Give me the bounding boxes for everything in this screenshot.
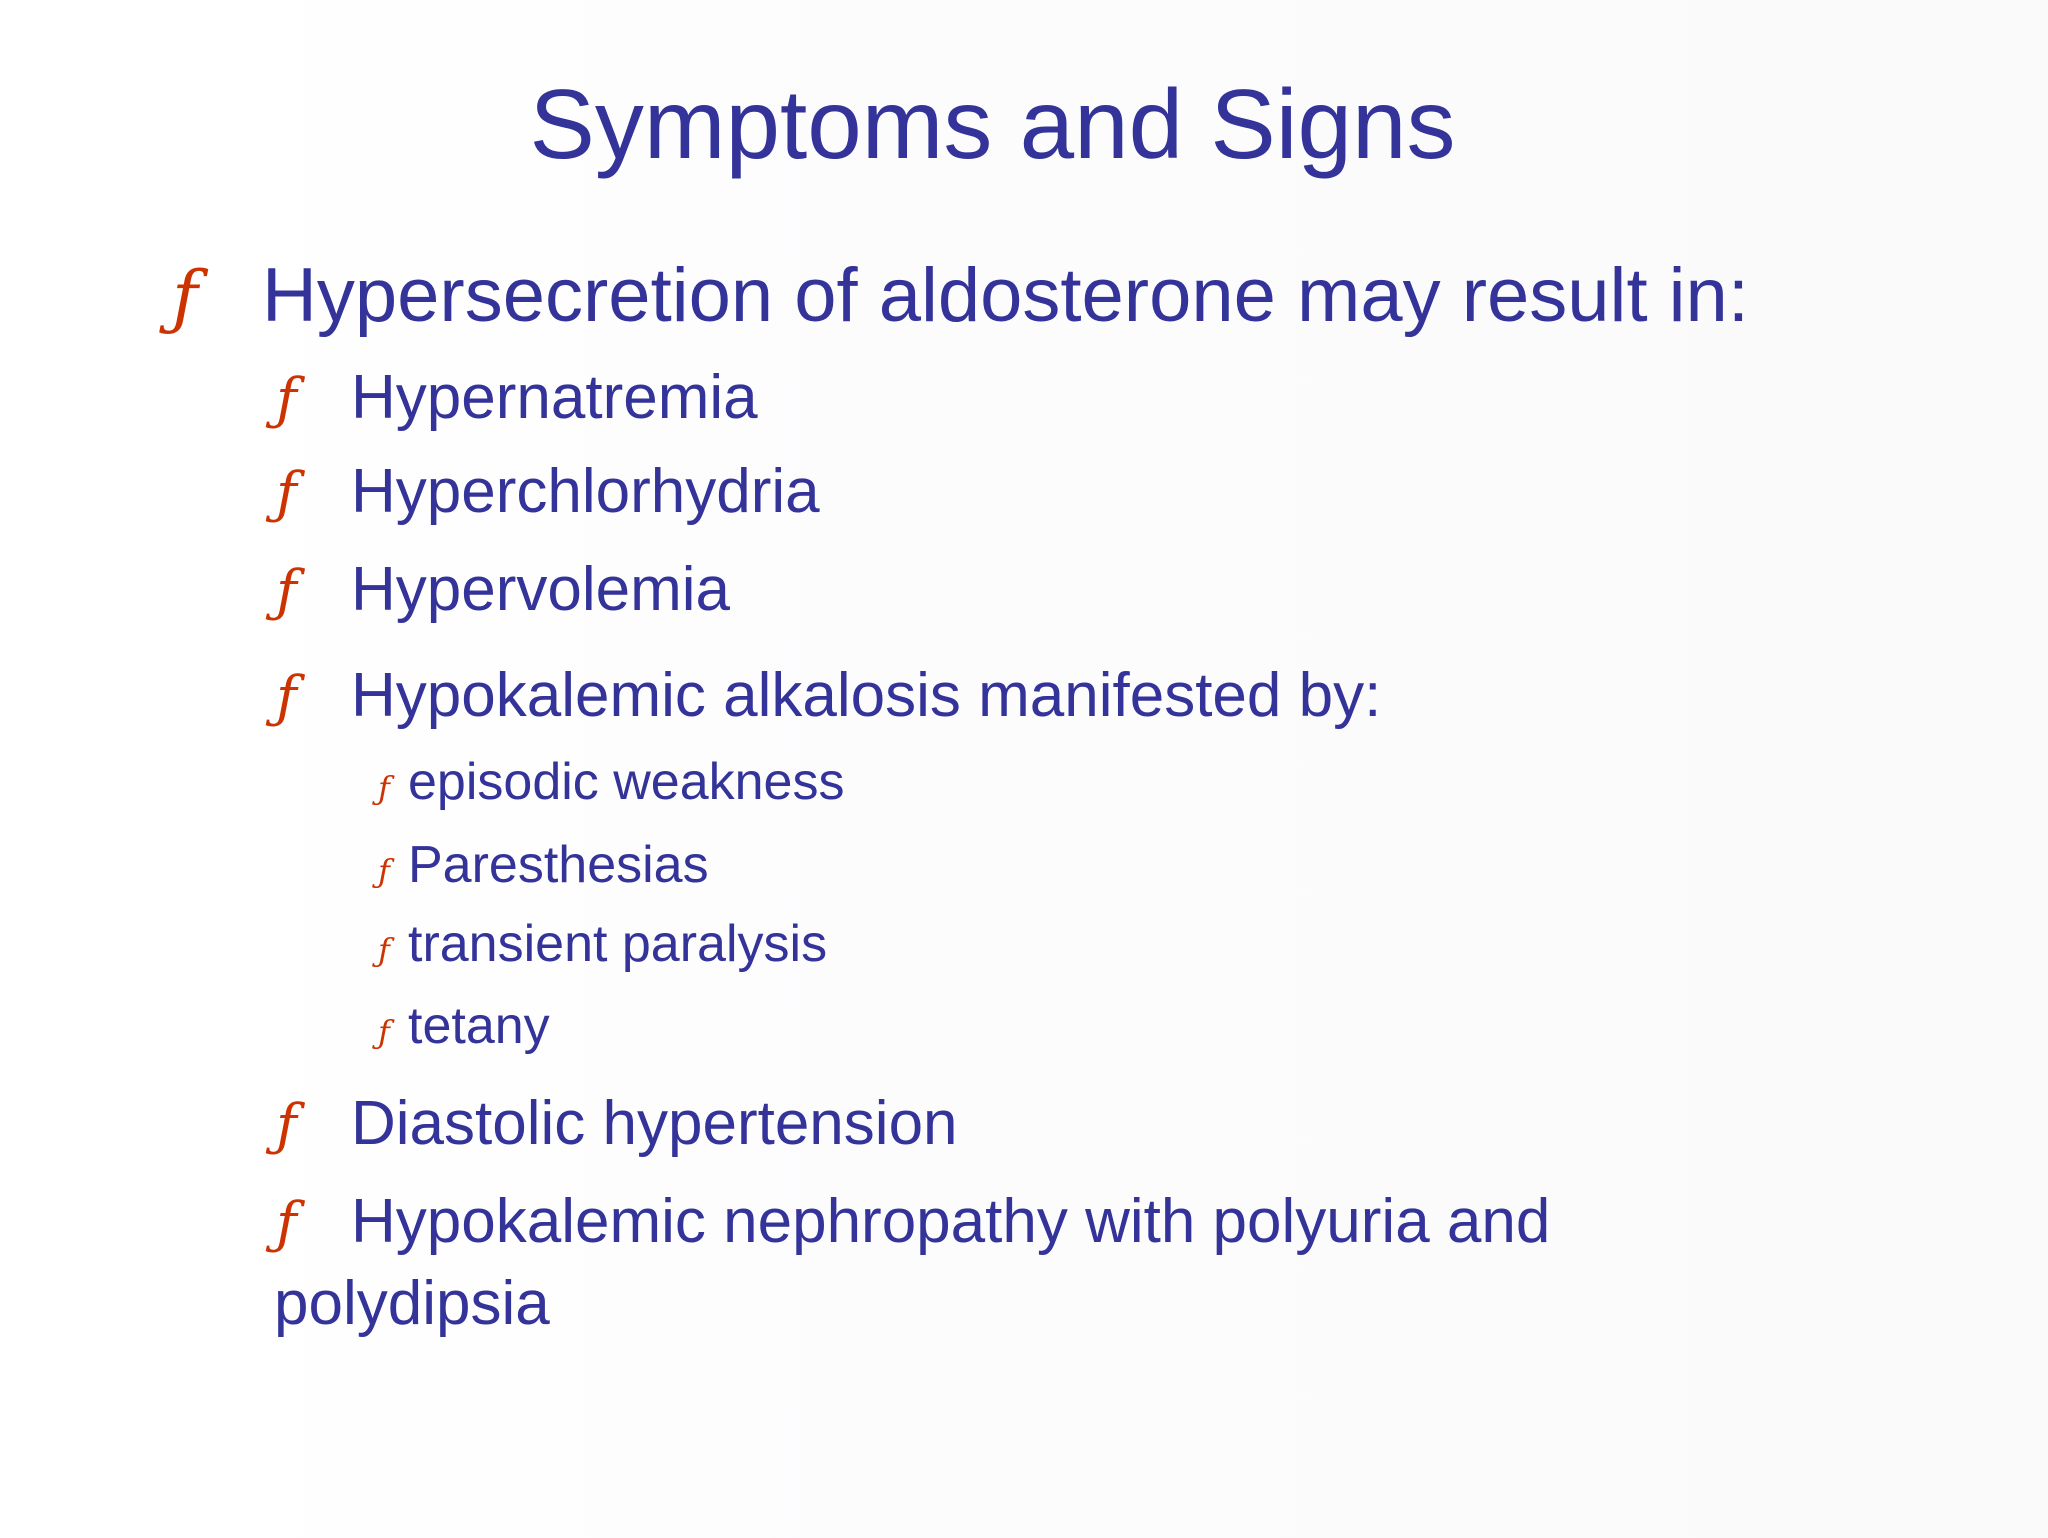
list-item-text: Hypokalemic alkalosis manifested by: <box>351 661 1382 730</box>
bullet-icon: ƒ <box>378 1013 390 1051</box>
sub-list-item-text: tetany <box>408 997 550 1055</box>
list-item-text: Hyperchlorhydria <box>351 457 820 526</box>
list-item <box>276 1186 1550 1257</box>
list-item-text: Hypernatremia <box>351 363 758 432</box>
sub-list-item-text: transient paralysis <box>408 915 828 973</box>
slide-title: Symptoms and Signs <box>529 69 1456 179</box>
bullet-icon: ƒ <box>276 559 297 624</box>
bullet-icon: ƒ <box>378 852 390 890</box>
list-item-text: Hypervolemia <box>351 555 731 624</box>
list-item-text: Hypokalemic nephropathy with polyuria and <box>351 1187 1551 1256</box>
list-item-continuation: polydipsia <box>274 1269 550 1338</box>
list-item <box>276 456 820 527</box>
main-point <box>172 252 1749 339</box>
bullet-icon: ƒ <box>378 931 390 969</box>
sub-list-item <box>378 752 844 812</box>
bullet-icon: ƒ <box>172 256 198 338</box>
bullet-icon: ƒ <box>276 461 297 526</box>
list-item <box>276 660 1381 731</box>
bullet-icon: ƒ <box>378 769 390 807</box>
list-item <box>276 362 758 433</box>
main-point-text: Hypersecretion of aldosterone may result in: <box>262 253 1749 338</box>
list-item <box>276 554 730 625</box>
sub-list-item-text: Paresthesias <box>408 836 709 894</box>
sub-list-item <box>378 914 827 974</box>
bullet-icon: ƒ <box>276 665 297 730</box>
sub-list-item <box>378 996 550 1056</box>
sub-list-item-text: episodic weakness <box>408 753 845 811</box>
bullet-icon: ƒ <box>276 1191 297 1256</box>
bullet-icon: ƒ <box>276 367 297 432</box>
bullet-icon: ƒ <box>276 1093 297 1158</box>
list-item-text: Diastolic hypertension <box>351 1089 958 1158</box>
list-item <box>276 1088 958 1159</box>
sub-list-item <box>378 835 709 895</box>
